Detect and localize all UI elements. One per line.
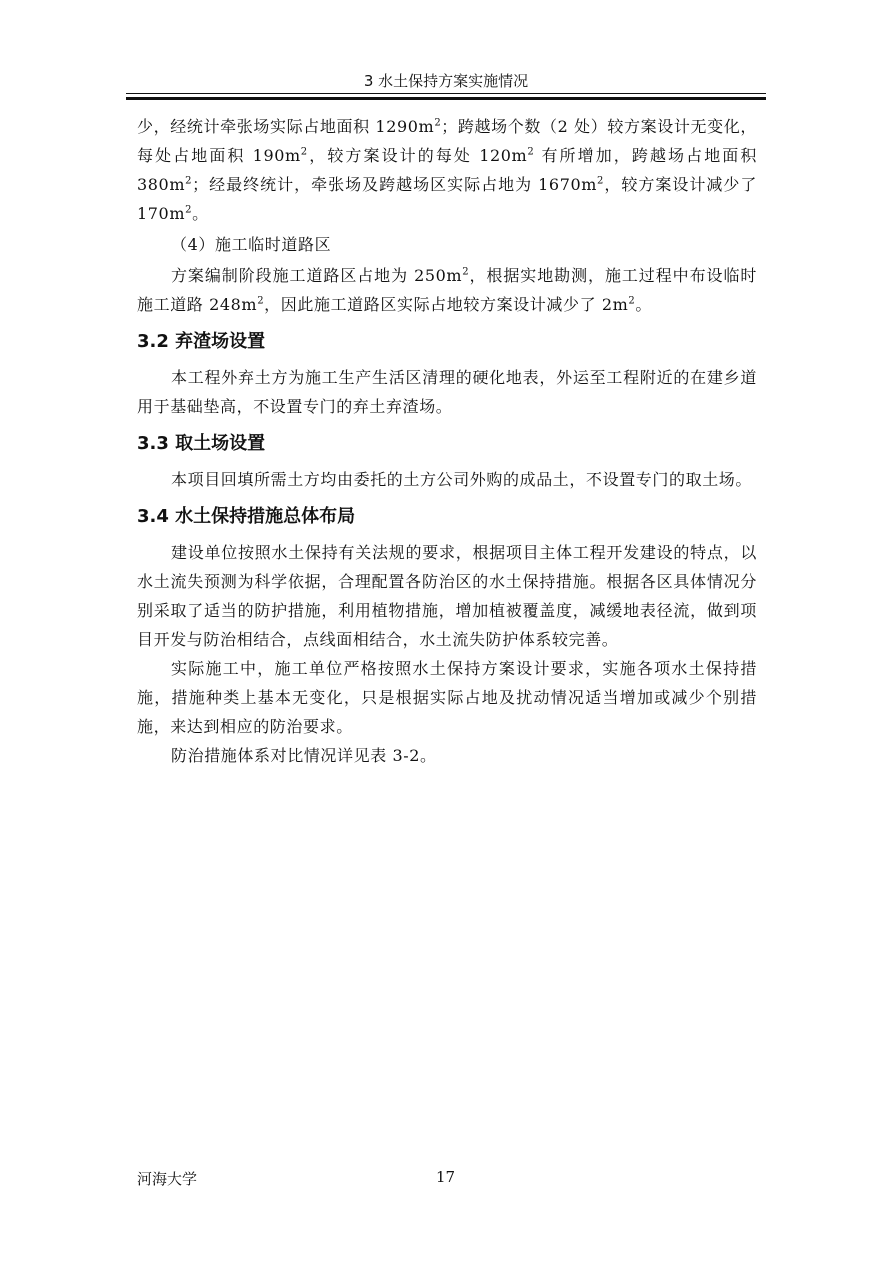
paragraph-table-reference: 防治措施体系对比情况详见表 3-2。: [171, 746, 437, 765]
footer-institution: 河海大学: [137, 1170, 198, 1188]
paragraph-construction-practice: 实际施工中，施工单位严格按照水土保持方案设计要求，实施各项水土保持措施，措施种类上基本无变化，只是根据实际占地及扰动情况适当增加或减少个别措施，来达到相应的防治要求。: [137, 659, 757, 736]
paragraph-tension-site-area: 少，经统计牵张场实际占地面积 $1290m^2$；跨越场个数（2 处）较方案设计无变化，每处占地面积 $190m^2$，较方案设计的每处 $120m^2$ 有所增加，跨越场占地面积 $380m^2$；经最终统计，牵张场及跨越场区实际占地为 $1670m^2$，较方案设计减少了 $170m^2$。: [137, 117, 758, 223]
paragraph-layout-overview: 建设单位按照水土保持有关法规的要求，根据项目主体工程开发建设的特点，以水土流失预测为科学依据，合理配置各防治区的水土保持措施。根据各区具体情况分别采取了适当的防护措施，利用植物措施，增加植被覆盖度，减缓地表径流，做到项目开发与防治相结合，点线面相结合，水土流失防护体系较完善。: [137, 543, 757, 649]
header-rule-thick: [126, 97, 766, 100]
page-body: [137, 112, 757, 770]
page-number: 17: [436, 1168, 456, 1186]
header-rule-thin: [126, 93, 766, 94]
section-heading-3-3: 3.3 取土场设置: [137, 433, 266, 454]
paragraph-spoil-site: 本工程外弃土方为施工生产生活区清理的硬化地表，外运至工程附近的在建乡道用于基础垫高，不设置专门的弃土弃渣场。: [137, 368, 757, 416]
list-item-temporary-road-zone: （4）施工临时道路区: [171, 235, 332, 254]
section-heading-3-4: 3.4 水土保持措施总体布局: [137, 506, 356, 527]
running-header-title: 3 水土保持方案实施情况: [363, 72, 529, 90]
section-heading-3-2: 3.2 弃渣场设置: [137, 331, 266, 352]
paragraph-borrow-site: 本项目回填所需土方均由委托的土方公司外购的成品土，不设置专门的取土场。: [171, 470, 753, 489]
paragraph-temporary-road-area: 方案编制阶段施工道路区占地为 $250m^2$，根据实地勘测，施工过程中布设临时施工道路 $248m^2$，因此施工道路区实际占地较方案设计减少了 $2m^2$。: [137, 266, 758, 314]
